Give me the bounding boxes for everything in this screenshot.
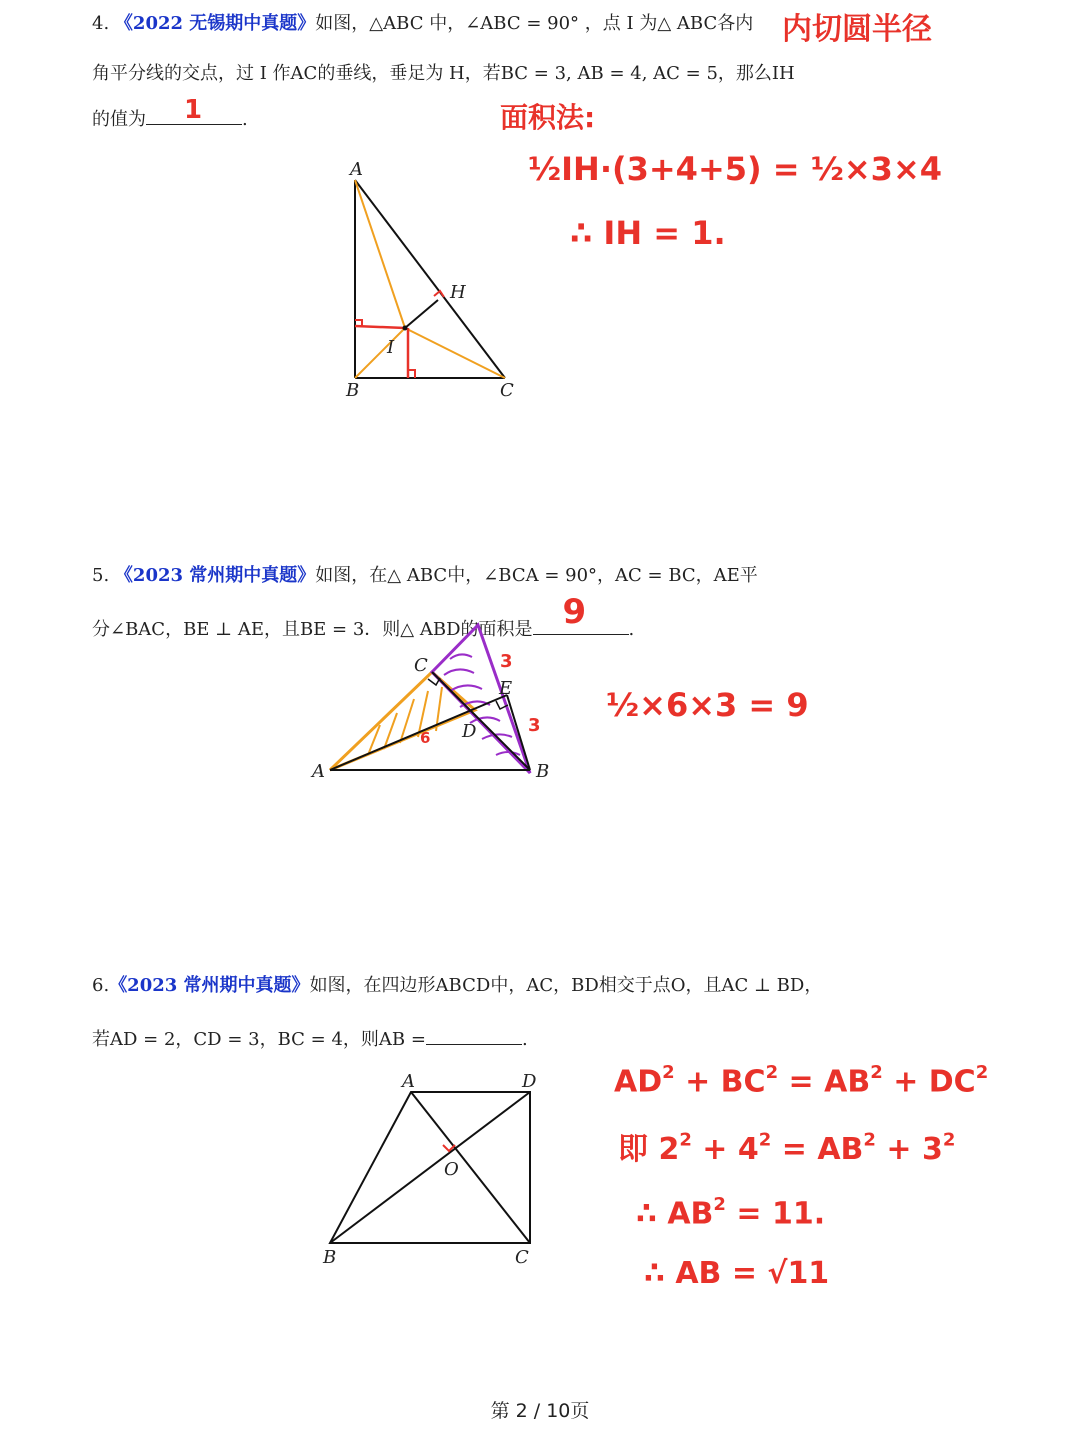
q4-figure xyxy=(330,150,540,410)
q4-label-c: C xyxy=(500,380,514,401)
q6-text-line2: 若AD = 2，CD = 3，BC = 4，则AB = xyxy=(92,1029,426,1050)
q5-source: 《2023 常州期中真题》 xyxy=(114,565,316,586)
q4-text-line3: 的值为 xyxy=(92,109,146,130)
q5-note-equation: ½×6×3 = 9 xyxy=(606,686,809,724)
q5-label-d: D xyxy=(462,721,477,742)
q4-line1 xyxy=(92,12,753,36)
q5-label-a: A xyxy=(312,761,325,782)
q4-label-a: A xyxy=(350,159,363,180)
q4-note-title: 内切圆半径 xyxy=(782,12,932,47)
q5-answer: 9 xyxy=(562,592,587,632)
q6-source: 《2023 常州期中真题》 xyxy=(109,975,310,996)
q6-note-line3-text xyxy=(636,1194,826,1229)
q6-label-d: D xyxy=(522,1071,537,1092)
q6-label-b: B xyxy=(323,1247,337,1268)
q6-number: 6. xyxy=(92,975,110,996)
q5-seg-label-1: 3 xyxy=(500,651,513,672)
q6-text-line1: 如图，在四边形ABCD中，AC，BD相交于点O，且AC ⊥ BD， xyxy=(309,975,823,996)
q4-note-method: 面积法: xyxy=(500,101,596,134)
q6-note-line2-text xyxy=(618,1124,958,1168)
q6-answer-blank[interactable] xyxy=(426,1024,522,1045)
q4-text-line2: 角平分线的交点，过 I 作AC的垂线，垂足为 H，若BC = 3, AB = 4, AC = 5，那么IH xyxy=(92,63,795,84)
q5-text-line1: 如图，在△ ABC中，∠BCA = 90°，AC = BC，AE平 xyxy=(315,565,758,586)
page-number: 第 2 / 10页 xyxy=(490,1400,590,1422)
q5-text-line2: 分∠BAC，BE ⊥ AE，且BE = 3．则△ ABD的面积是 xyxy=(92,619,533,640)
q5-seg-label-2: 3 xyxy=(528,715,541,736)
q4-source: 《2022 无锡期中真题》 xyxy=(114,13,316,34)
q4-label-h: H xyxy=(450,282,466,303)
q6-note-line4: ∴ AB = √11 xyxy=(644,1256,830,1291)
q4-note-result: ∴ IH = 1. xyxy=(570,214,726,252)
q5-number: 5. xyxy=(92,565,110,586)
q5-figure xyxy=(300,615,580,795)
q5-label-b: B xyxy=(536,761,550,782)
q6-note-line1-text xyxy=(614,1062,991,1097)
q5-line1 xyxy=(92,564,758,588)
q6-label-a: A xyxy=(402,1071,415,1092)
q5-line2: 分∠BAC，BE ⊥ AE，且BE = 3．则△ ABD的面积是 9 . xyxy=(92,592,635,640)
q4-label-b: B xyxy=(346,380,360,401)
q6-note-line2: 即 $2^2 + 4^2 = AB^2 + 3^2$ xyxy=(618,1129,956,1167)
q4-line3: 的值为 1 . xyxy=(92,95,248,130)
q5-label-c: C xyxy=(414,655,428,676)
q4-answer: 1 xyxy=(184,95,203,125)
q4-note-equation: ½IH·(3+4+5) = ½×3×4 xyxy=(528,150,943,188)
q4-line2 xyxy=(92,62,795,86)
q6-note-line3: ∴ $AB^2 = 11$. xyxy=(636,1194,826,1232)
q6-line1 xyxy=(92,974,822,998)
q6-line2: 若AD = 2，CD = 3，BC = 4，则AB = . xyxy=(92,1024,528,1052)
q4-label-i: I xyxy=(387,337,395,358)
q5-seg-label-3: 6 xyxy=(420,729,431,747)
q5-label-e: E xyxy=(499,678,513,699)
q6-label-o: O xyxy=(444,1159,459,1180)
q6-note-line1: $AD^2 + BC^2 = AB^2 + DC^2$ xyxy=(614,1062,989,1100)
q6-label-c: C xyxy=(515,1247,529,1268)
q6-figure xyxy=(315,1065,555,1275)
q4-text-line1: 如图，△ABC 中，∠ABC = 90° ，点 I 为△ ABC各内 xyxy=(315,13,754,34)
q4-number: 4. xyxy=(92,13,110,34)
